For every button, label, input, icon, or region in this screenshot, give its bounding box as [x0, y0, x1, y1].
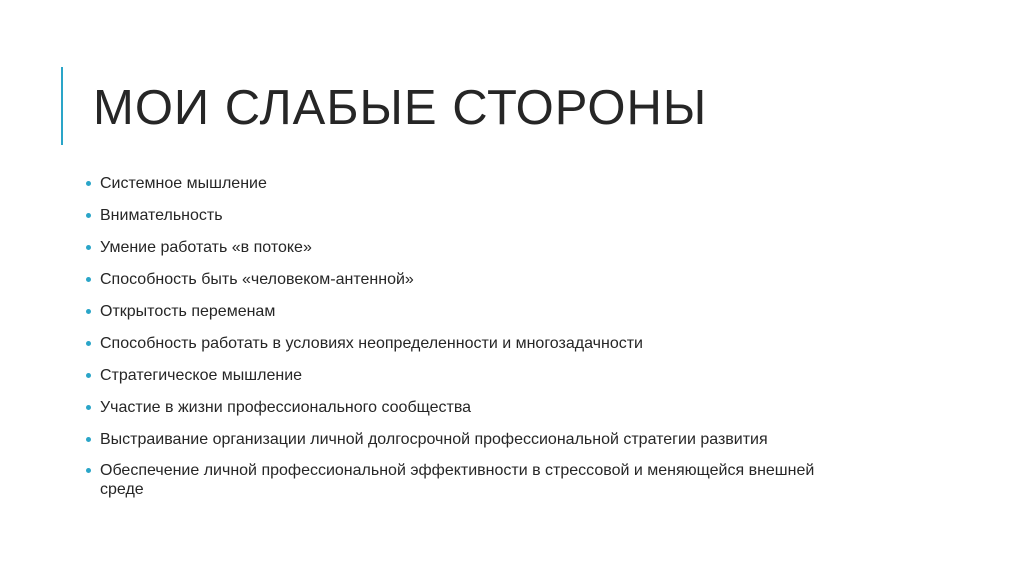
list-item: [86, 366, 906, 385]
list-item: [86, 461, 906, 499]
bullet-dot-icon: [86, 213, 91, 218]
bullet-dot-icon: [86, 181, 91, 186]
bullet-dot-icon: [86, 405, 91, 410]
list-item-text: Обеспечение личной профессиональной эффективности в стрессовой и меняющейся внешней среде: [100, 462, 815, 498]
title-accent-bar: [61, 67, 63, 145]
list-item-text: Внимательность: [100, 207, 223, 224]
slide-title: МОИ СЛАБЫЕ СТОРОНЫ: [93, 81, 708, 135]
bullet-dot-icon: [86, 277, 91, 282]
bullet-dot-icon: [86, 245, 91, 250]
bullet-dot-icon: [86, 373, 91, 378]
list-item-text: Способность работать в условиях неопределенности и многозадачности: [100, 335, 643, 352]
bullet-list: [86, 174, 906, 512]
list-item: [86, 398, 906, 417]
bullet-dot-icon: [86, 437, 91, 442]
bullet-dot-icon: [86, 309, 91, 314]
list-item: [86, 334, 906, 353]
list-item: [86, 430, 906, 449]
bullet-dot-icon: [86, 341, 91, 346]
list-item: [86, 238, 906, 257]
bullet-dot-icon: [86, 468, 91, 473]
list-item: [86, 302, 906, 321]
list-item-text: Выстраивание организации личной долгосрочной профессиональной стратегии развития: [100, 431, 768, 448]
list-item: [86, 270, 906, 289]
list-item-text: Участие в жизни профессионального сообщества: [100, 399, 472, 416]
list-item-text: Открытость переменам: [100, 303, 276, 320]
list-item: [86, 174, 906, 193]
list-item-text: Способность быть «человеком-антенной»: [100, 271, 414, 288]
list-item-text: Системное мышление: [100, 175, 267, 192]
list-item-text: Умение работать «в потоке»: [100, 239, 312, 256]
list-item: [86, 206, 906, 225]
list-item-text: Стратегическое мышление: [100, 367, 303, 384]
